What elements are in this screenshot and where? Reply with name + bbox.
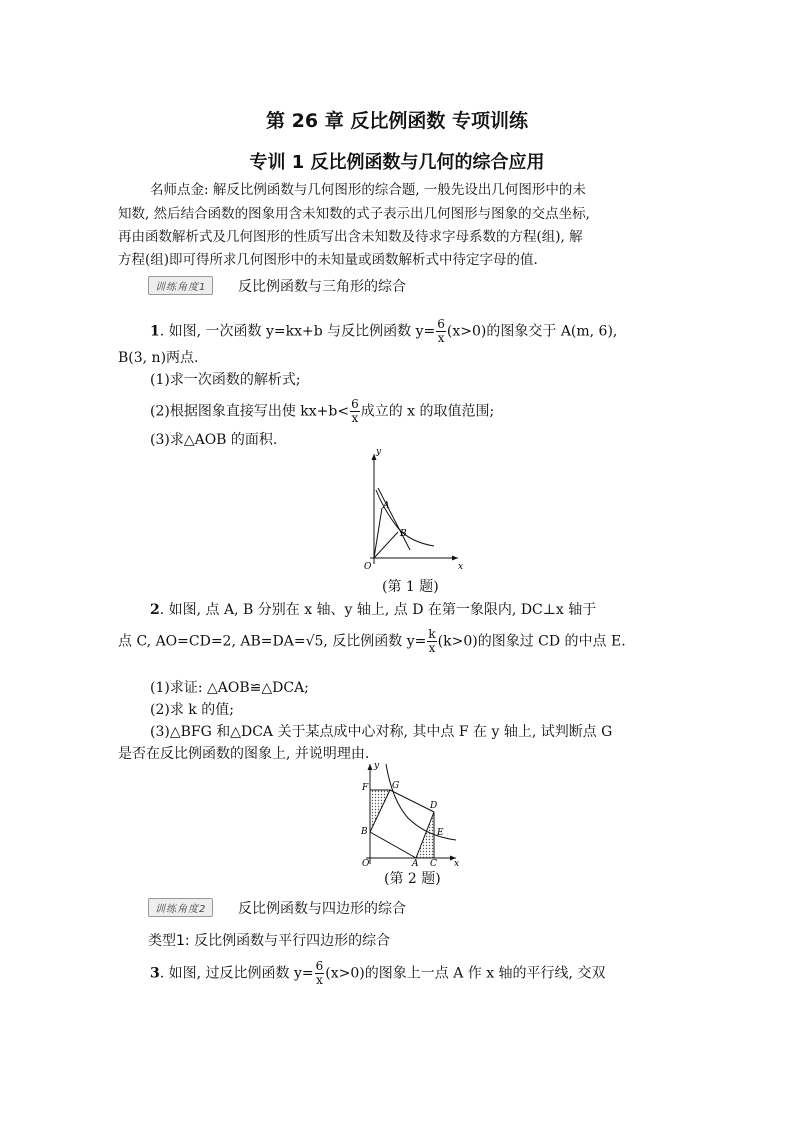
q1-frac-num: 6 <box>437 317 445 331</box>
q1-part-2-frac-den: x <box>351 411 359 425</box>
q1-label-a: A <box>383 501 390 511</box>
q3-fraction <box>315 960 325 987</box>
q2-label-f: F <box>362 783 369 793</box>
training-angle-label-2: 反比例函数与四边形的综合 <box>238 901 406 917</box>
q2-label-e: E <box>437 828 444 838</box>
q2-hyperbola <box>386 764 456 840</box>
q2-frac-den: x <box>428 641 436 655</box>
q2-label-o: O <box>362 859 370 868</box>
q2-label-x: x <box>454 859 460 868</box>
q2-label-c: C <box>430 859 437 868</box>
q3-text-b: (x>0)的图象上一点 A 作 x 轴的平行线, 交双 <box>325 965 606 982</box>
q3-frac-num: 6 <box>315 959 324 973</box>
q2-number: 2 <box>150 602 160 618</box>
q1-text-a: . 如图, 一次函数 y=kx+b 与反比例函数 y= <box>159 323 436 340</box>
q2-line-1 <box>150 600 596 620</box>
training-angle-badge-2: 训练角度2 <box>148 898 213 917</box>
q1-text-b: (x>0)的图象交于 A(m, 6), <box>446 323 618 340</box>
q1-label-y: y <box>376 448 382 457</box>
q1-line-2: B(3, n)两点. <box>118 350 199 366</box>
q2-label-a: A <box>412 859 419 868</box>
q2-frac-num: k <box>428 627 436 641</box>
q3-line-1 <box>150 960 605 987</box>
q2-fraction <box>427 628 436 655</box>
section-title: 专训 1 反比例函数与几何的综合应用 <box>249 152 545 173</box>
q1-label-b: B <box>400 529 407 539</box>
q3-frac-den: x <box>316 973 323 987</box>
q2-triangle-bfg <box>370 790 390 832</box>
q1-x-arrow <box>452 556 458 561</box>
tip-line-4: 方程(组)即可得所求几何图形中的未知量或函数解析式中待定字母的值. <box>118 252 538 268</box>
q2-label-y: y <box>374 761 380 771</box>
tip-line-3: 再由函数解析式及几何图形的性质写出含未知数及待求字母系数的方程(组), 解 <box>118 229 583 245</box>
q1-label-x: x <box>458 562 464 572</box>
q1-line <box>378 488 410 550</box>
training-angle-badge-1: 训练角度1 <box>148 276 213 295</box>
q1-part-2-b: 成立的 x 的取值范围; <box>360 403 495 420</box>
q2-text-2c: (k>0)的图象过 CD 的中点 E. <box>437 633 626 650</box>
q1-part-2-fraction <box>350 398 360 425</box>
q2-line-2 <box>118 628 626 655</box>
q2-text-1: . 如图, 点 A, B 分别在 x 轴、y 轴上, 点 D 在第一象限内, DC⊥x 轴于 <box>159 602 597 618</box>
q2-part-1: (1)求证: △AOB≌△DCA; <box>150 680 309 696</box>
tip-line-1: 名师点金: 解反比例函数与几何图形的综合题, 一般先设出几何图形中的未 <box>150 182 586 198</box>
q2-figure <box>356 760 466 868</box>
q1-part-1: (1)求一次函数的解析式; <box>150 372 301 388</box>
q1-part-3: (3)求△AOB 的面积. <box>150 432 278 448</box>
q3-text-a: . 如图, 过反比例函数 y= <box>159 965 314 982</box>
q1-part-2-a: (2)根据图象直接写出使 kx+b< <box>150 403 350 420</box>
q2-label-g: G <box>392 781 400 791</box>
q1-part-2-frac-num: 6 <box>351 397 359 411</box>
q1-number: 1 <box>150 323 160 340</box>
q2-label-d: D <box>430 801 438 811</box>
q2-segment-ba <box>370 832 416 858</box>
q1-figure <box>358 448 468 573</box>
q1-caption: (第 1 题) <box>382 579 439 595</box>
q1-label-o: O <box>364 562 372 572</box>
training-angle-label-1: 反比例函数与三角形的综合 <box>238 279 406 295</box>
q2-text-2a: 点 C, AO=CD=2, AB=DA= <box>118 633 306 650</box>
q2-caption: (第 2 题) <box>384 871 441 887</box>
q2-label-b: B <box>361 827 368 837</box>
q2-y-arrow <box>368 764 373 770</box>
q1-line-1 <box>150 318 617 345</box>
q2-triangle-dca <box>416 812 434 858</box>
q1-fraction <box>436 318 446 345</box>
tip-line-2: 知数, 然后结合函数的图象用含未知数的式子表示出几何图形与图象的交点坐标, <box>118 206 590 222</box>
type-1-label: 类型1: 反比例函数与平行四边形的综合 <box>148 933 391 949</box>
q3-number: 3 <box>150 965 160 982</box>
q2-sqrt: √5 <box>305 633 324 650</box>
q1-frac-den: x <box>437 331 445 345</box>
q2-part-3: (3)△BFG 和△DCA 关于某点成中心对称, 其中点 F 在 y 轴上, 试判断点 G <box>150 724 613 740</box>
q1-part-2 <box>150 398 494 425</box>
q2-part-2: (2)求 k 的值; <box>150 702 234 718</box>
chapter-title: 第 26 章 反比例函数 专项训练 <box>266 110 528 132</box>
q2-part-3b: 是否在反比例函数的图象上, 并说明理由. <box>118 746 370 762</box>
q2-text-2b: , 反比例函数 y= <box>323 633 427 650</box>
